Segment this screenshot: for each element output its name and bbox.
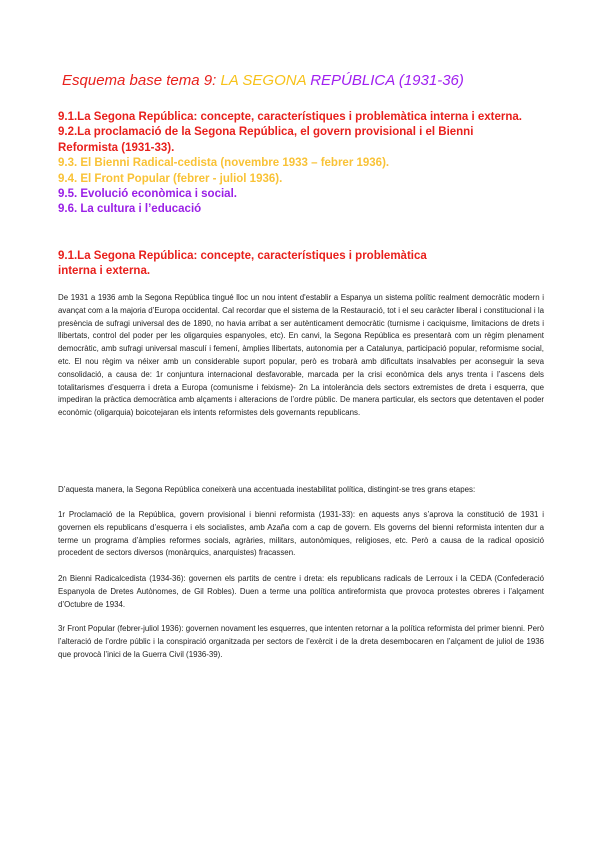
toc-item-9-3: 9.3. El Bienni Radical-cedista (novembre 1933 – febrer 1936). xyxy=(58,157,390,170)
paragraph-stage-1: 1r Proclamació de la República, govern provisional i bienni reformista (1931-33): en aquests anys s’aprova la constitució de 1931 i governen els republicans d’esquerra i els socialistes, amb Azaña com a cap de govern. Els governs del bienni reformista intenten dur a terme un programa d’àmplies reformes socials, agràries, militars, autonòmiques, religioses, etc. Però a causa de la radical oposició procedent de sectors diversos (monàrquics, anarquistes) fracassen. xyxy=(58,510,544,558)
table-of-contents xyxy=(58,110,528,218)
toc-item-9-6: 9.6. La cultura i l’educació xyxy=(58,203,202,216)
paragraph-stage-2: 2n Bienni Radicalcedista (1934-36): governen els partits de centre i dreta: els republicans radicals de Lerroux i la CEDA (Confederació Espanyola de Dretes Autònomes, de Gil Robles). Duen a terme una política antireformista que provoca protestes obreres i l’alçament d’Octubre de 1934. xyxy=(58,574,544,609)
paragraph-stage-3: 3r Front Popular (febrer-juliol 1936): governen novament les esquerres, que intenten retornar a la política reformista del primer bienni. Però l’alteració de l’ordre públic i la conspiració organitzada per sectors de l’exèrcit i de la dreta desembocaren en l’alçament de juliol de 1936 que provocà l’inici de la Guerra Civil (1936-39). xyxy=(58,624,544,659)
toc-item-9-2: 9.2.La proclamació de la Segona República, el govern provisional i el Bienni Reformista (1931-33). xyxy=(58,126,474,154)
paragraph-stages-intro: D’aquesta manera, la Segona República coneixerà una accentuada inestabilitat política, distingint-se tres grans etapes: xyxy=(58,485,476,494)
document-body xyxy=(58,292,544,659)
page-title xyxy=(62,72,562,89)
title-suffix: REPÚBLICA (1931-36) xyxy=(310,72,464,89)
section-heading: 9.1.La Segona República: concepte, característiques i problemàtica interna i externa. xyxy=(58,250,427,278)
title-prefix: Esquema base tema 9: xyxy=(62,72,221,89)
toc-item-9-1: 9.1.La Segona República: concepte, característiques i problemàtica interna i externa. xyxy=(58,111,522,123)
toc-item-9-4: 9.4. El Front Popular (febrer - juliol 1936). xyxy=(58,172,283,185)
paragraph-intro: De 1931 a 1936 amb la Segona República tingué lloc un nou intent d'establir a Espanya un sistema polític realment democràtic modern i avançat com a la majoria d’Europa occidental. Cal recordar que el sistema de la Restauració, tot i el seu caràcter liberal i constitucional i la presència de sufragi universal des de 1890, no havia arribat a ser autènticament democràtic (turnisme i caciquisme, limitacions de drets i llibertats, control del poder per les oligarquies espanyoles, etc). En canvi, la Segona República es presentarà com un règim plenament democràtic, amb sufragi universal masculí i femení, àmplies llibertats, autonomia per a Catalunya, participació popular, reformisme social, etc. El nou règim va néixer amb un considerable suport popular, però es trobarà amb dificultats insalvables per aconseguir la seva consolidació, a causa de: 1r conjuntura internacional desfavorable, marcada per la crisi econòmica dels anys trenta i l’ascens dels totalitarismes d’esquerra i dreta a Europa (comunisme i feixisme)- 2n La intolerància dels sectors extremistes de dreta i esquerra, que impediran la pràctica democràtica amb alçaments i alteracions de l’ordre públic. De manera particular, els sectors que detentaven el poder econòmic (oligarquia) boicotejaran els intents reformistes dels governants republicans. xyxy=(58,293,544,418)
toc-item-9-5: 9.5. Evolució econòmica i social. xyxy=(58,188,237,201)
title-highlight: LA SEGONA xyxy=(220,72,311,89)
